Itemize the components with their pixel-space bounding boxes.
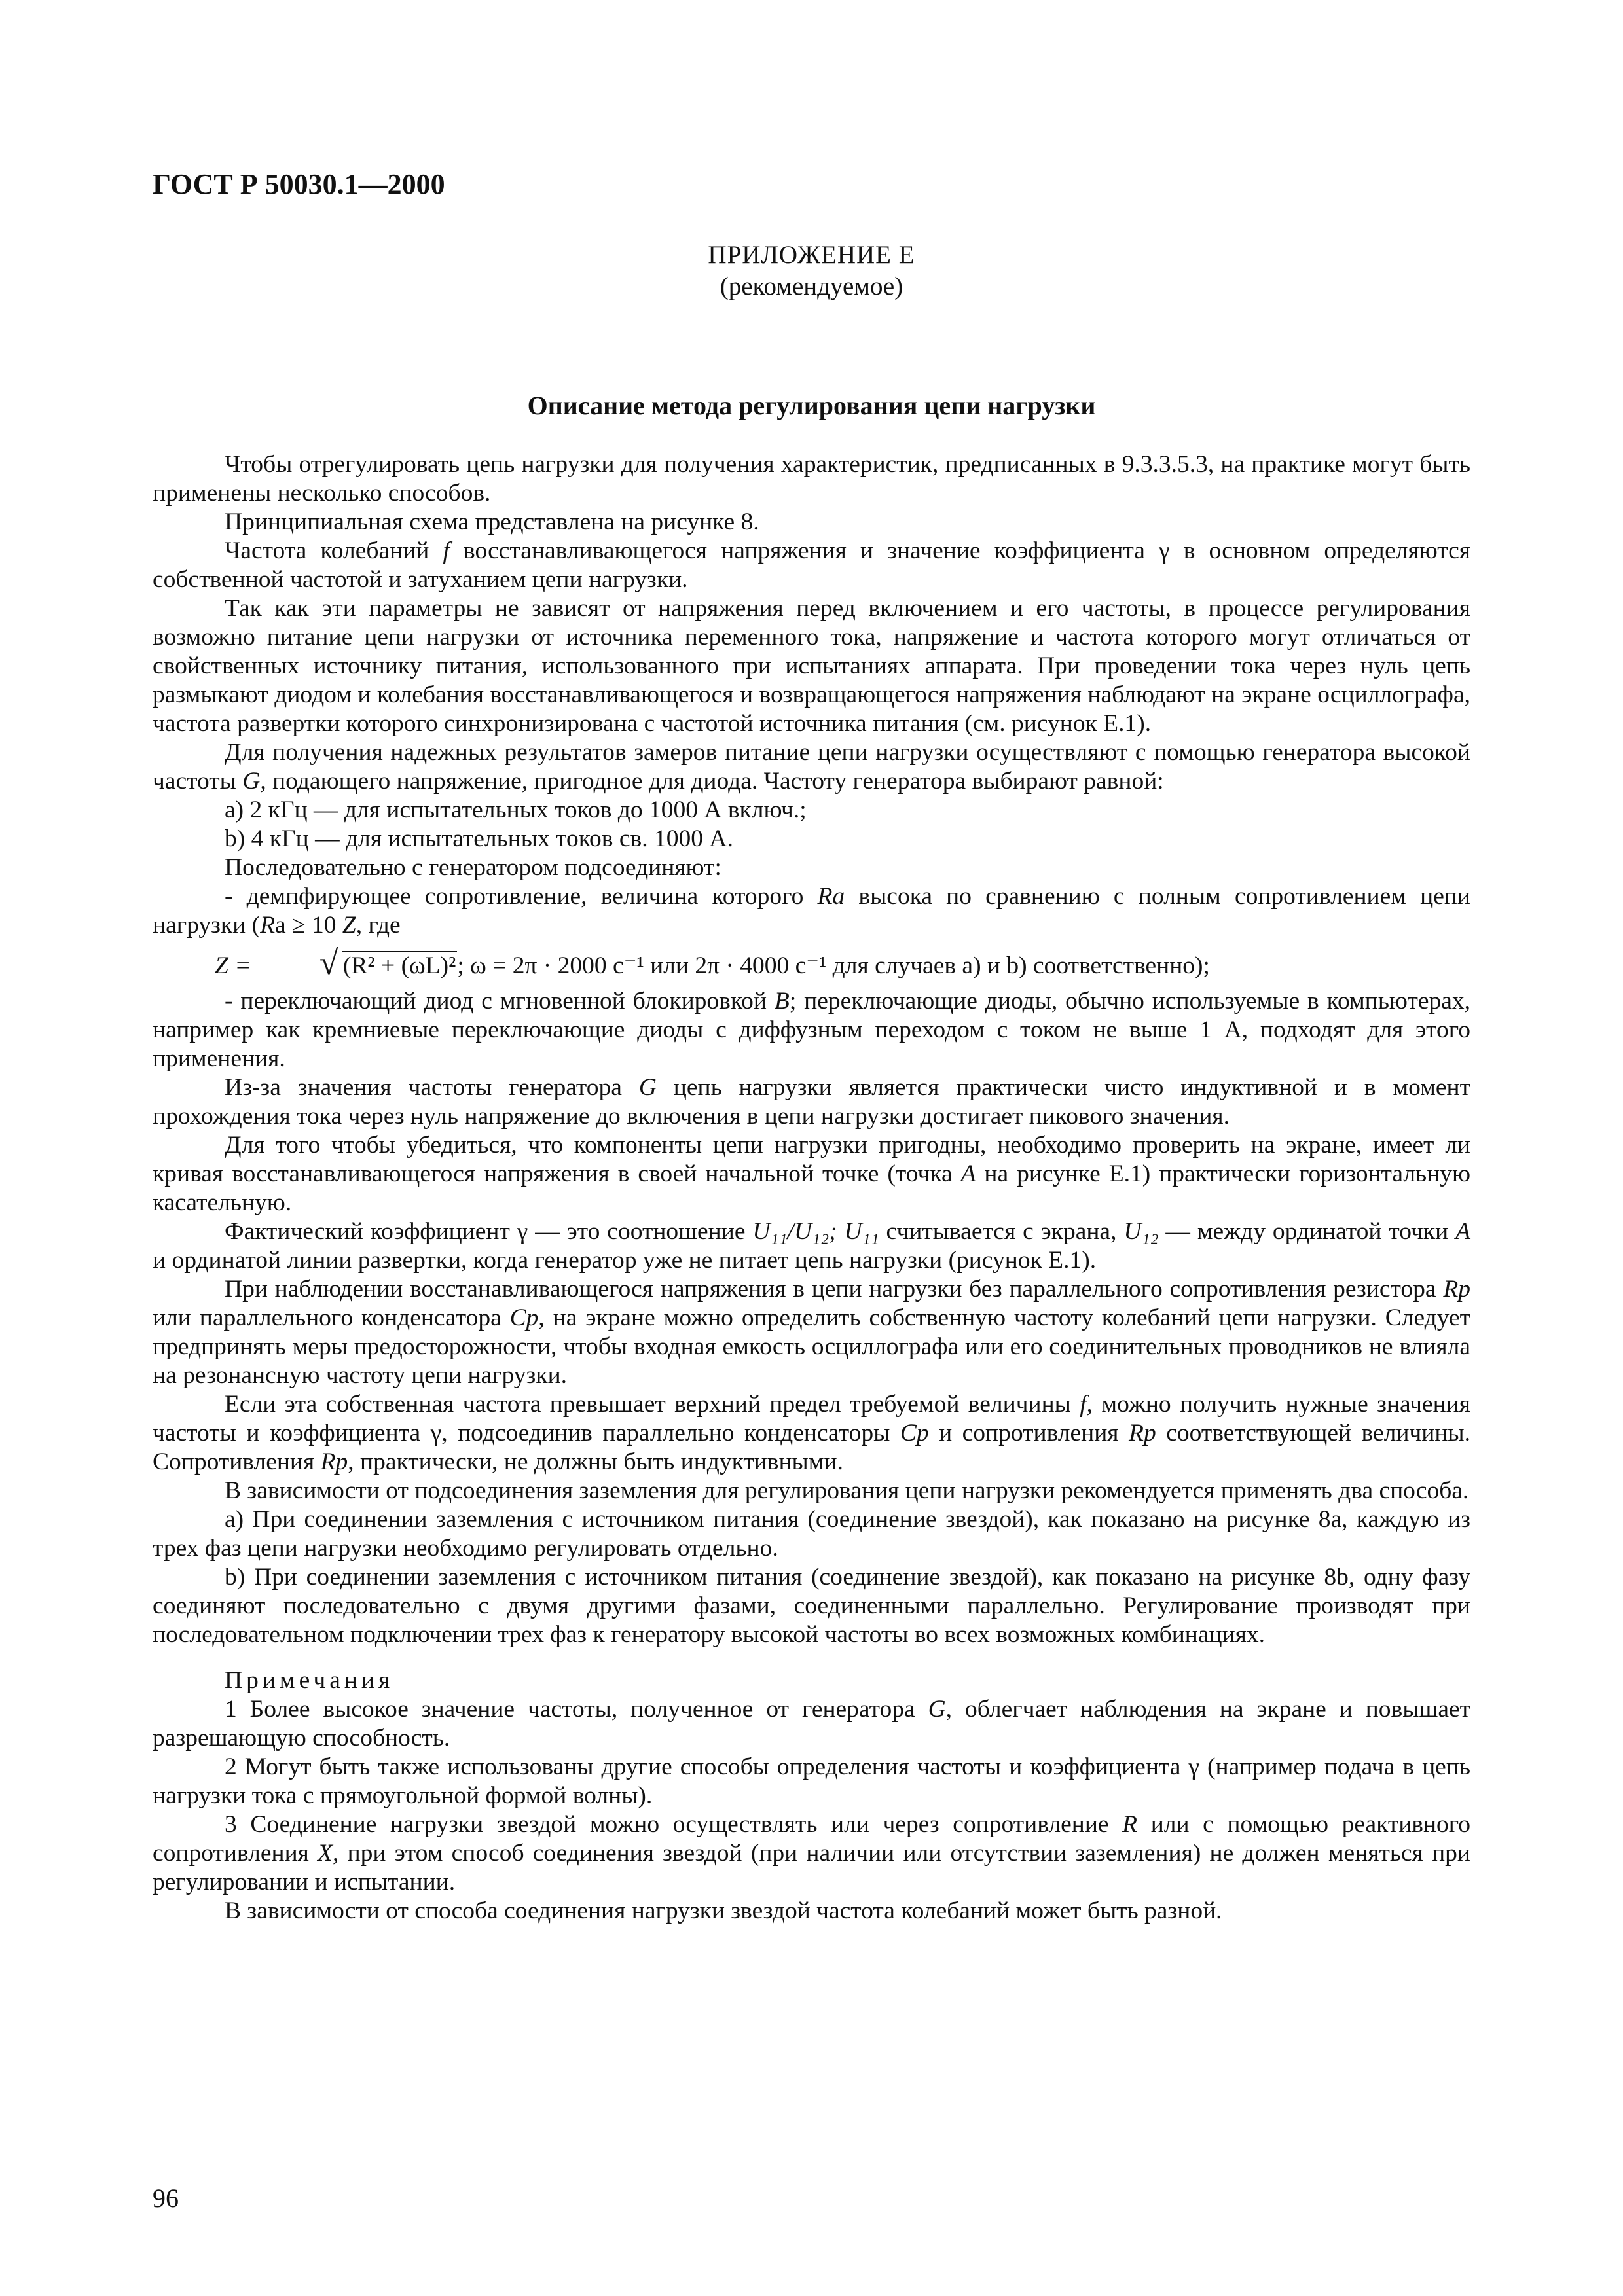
symbol-f: f <box>1080 1391 1087 1418</box>
paragraph: - переключающий диод с мгновенной блокировкой B; переключающие диоды, обычно используемые в компьютерах, например как кремниевые переключающие диоды с диффузным переходом с током не выше 1 А, подходят для этого применения. <box>153 988 1470 1072</box>
note-item: В зависимости от способа соединения нагрузки звездой частота колебаний может быть разной. <box>225 1897 1222 1924</box>
paragraph: В зависимости от подсоединения заземления для регулирования цепи нагрузки рекомендуется применять два способа. <box>225 1477 1469 1504</box>
section-title: Описание метода регулирования цепи нагрузки <box>527 391 1096 420</box>
appendix-title: ПРИЛОЖЕНИЕ Е <box>708 241 915 269</box>
formula-lhs: Z = <box>215 952 257 979</box>
paragraph: Фактический коэффициент γ — это соотношение U₁₁/U₁₂; U₁₁ считывается с экрана, U₁₂ — между ординатой точки A и ординатой линии развертки, когда генератор уже не питает цепь нагрузки (рисунок Е.1). <box>153 1218 1471 1274</box>
paragraph: Частота колебаний f восстанавливающегося напряжения и значение коэффициента γ в основном определяются собственной частотой и затуханием цепи нагрузки. <box>153 537 1471 593</box>
notes-heading: Примечания <box>225 1667 394 1694</box>
document-body <box>153 450 1470 1926</box>
formula-tail: ; ω = 2π · 2000 с⁻¹ или 2π · 4000 с⁻¹ для случаев а) и b) соответственно); <box>457 952 1210 979</box>
paragraph: При наблюдении восстанавливающегося напряжения в цепи нагрузки без параллельного сопротивления резистора Rp или параллельного конденсатора Cp, на экране можно определить собственную частоту колебаний цепи нагрузки. Следует предпринять меры предосторожности, чтобы входная емкость осциллографа или его соединительных проводников не влияла на резонансную частоту цепи нагрузки. <box>153 1276 1470 1389</box>
appendix-subtitle: (рекомендуемое) <box>720 272 903 300</box>
symbol-g: G <box>242 768 261 795</box>
radical-sign-icon: √ <box>319 944 338 982</box>
symbol-u11-u12: U₁₁/U₁₂; <box>752 1218 837 1245</box>
symbol-g: G <box>638 1074 657 1101</box>
paragraph: Принципиальная схема представлена на рисунке 8. <box>225 509 759 535</box>
symbol-b: B <box>774 988 790 1014</box>
symbol-u11: U₁₁ <box>844 1218 879 1245</box>
symbol-cp: Cp <box>900 1420 929 1446</box>
symbol-f: f <box>443 537 450 564</box>
symbol-ra: Ra <box>817 883 845 910</box>
impedance-formula <box>153 944 1470 982</box>
paragraph: - демпфирующее сопротивление, величина которого Ra высока по сравнению с полным сопротивлением цепи нагрузки (Ra ≥ 10 Z, где <box>153 883 1470 939</box>
paragraph: Для того чтобы убедиться, что компоненты цепи нагрузки пригодны, необходимо проверить на экране, имеет ли кривая восстанавливающегося напряжения в своей начальной точке (точка A на рисунке Е.1) практически горизонтальную касательную. <box>153 1132 1470 1216</box>
symbol-rp: Rp <box>1443 1276 1470 1302</box>
symbol-u12: U₁₂ <box>1123 1218 1159 1245</box>
document-code-header: ГОСТ Р 50030.1—2000 <box>153 168 445 200</box>
square-root <box>257 944 457 982</box>
list-item: a) При соединении заземления с источником питания (соединение звездой), как показано на рисунке 8а, каждую из трех фаз цепи нагрузки необходимо регулировать отдельно. <box>153 1506 1470 1562</box>
formula-radicand: (R² + (ωL)² <box>342 952 456 979</box>
note-item: 1 Более высокое значение частоты, полученное от генератора G, облегчает наблюдения на экране и повышает разрешающую способность. <box>153 1696 1471 1751</box>
symbol-a: A <box>960 1160 976 1187</box>
list-item: a) 2 кГц — для испытательных токов до 1000 А включ.; <box>225 797 807 823</box>
paragraph: Чтобы отрегулировать цепь нагрузки для получения характеристик, предписанных в 9.3.3.5.3, на практике могут быть применены несколько способов. <box>153 451 1470 507</box>
list-item: b) При соединении заземления с источником питания (соединение звездой), как показано на рисунке 8b, одну фазу соединяют последовательно с двумя другими фазами, соединенными параллельно. Регулирование производят при последовательном подключении трех фаз к генератору высокой частоты во всех возможных комбинациях. <box>153 1564 1470 1648</box>
note-item: 2 Могут быть также использованы другие способы определения частоты и коэффициента γ (например подача в цепь нагрузки тока с прямоугольной формой волны). <box>153 1753 1470 1809</box>
list-item: b) 4 кГц — для испытательных токов св. 1000 А. <box>225 825 733 852</box>
paragraph: Если эта собственная частота превышает верхний предел требуемой величины f, можно получить нужные значения частоты и коэффициента γ, подсоединив параллельно конденсаторы Cp и сопротивления Rp соответствующей величины. Сопротивления Rp, практически, не должны быть индуктивными. <box>153 1391 1471 1475</box>
symbol-g: G <box>928 1696 946 1723</box>
paragraph: Так как эти параметры не зависят от напряжения перед включением и его частоты, в процессе регулирования возможно питание цепи нагрузки от источника переменного тока, напряжение и частота которого могут отличаться от свойственных источнику питания, использованного при испытаниях аппарата. При проведении тока через нуль цепь размыкают диодом и колебания восстанавливающегося и возвращающегося напряжения наблюдают на экране осциллографа, частота развертки которого синхронизирована с частотой источника питания (см. рисунок Е.1). <box>153 595 1470 737</box>
paragraph: Последовательно с генератором подсоединяют: <box>225 854 721 881</box>
paragraph: Из-за значения частоты генератора G цепь нагрузки является практически чисто индуктивной и в момент прохождения тока через нуль напряжение до включения в цепи нагрузки достигает пикового значения. <box>153 1074 1470 1130</box>
symbol-rp: Rp <box>320 1448 348 1475</box>
symbol-r: R <box>260 912 275 939</box>
page-number: 96 <box>153 2183 179 2213</box>
symbol-a: A <box>1455 1218 1471 1245</box>
symbol-x: X <box>318 1840 333 1867</box>
note-item: 3 Соединение нагрузки звездой можно осуществлять или через сопротивление R или с помощью реактивного сопротивления X, при этом способ соединения звездой (при наличии или отсутствии заземления) не должен меняться при регулировании и испытании. <box>153 1811 1470 1895</box>
symbol-r: R <box>1122 1811 1138 1838</box>
symbol-cp: Cp <box>509 1304 539 1331</box>
symbol-rp: Rp <box>1129 1420 1156 1446</box>
symbol-z: Z <box>342 912 356 939</box>
paragraph: Для получения надежных результатов замеров питание цепи нагрузки осуществляют с помощью генератора высокой частоты G, подающего напряжение, пригодное для диода. Частоту генератора выбирают равной: <box>153 739 1470 795</box>
